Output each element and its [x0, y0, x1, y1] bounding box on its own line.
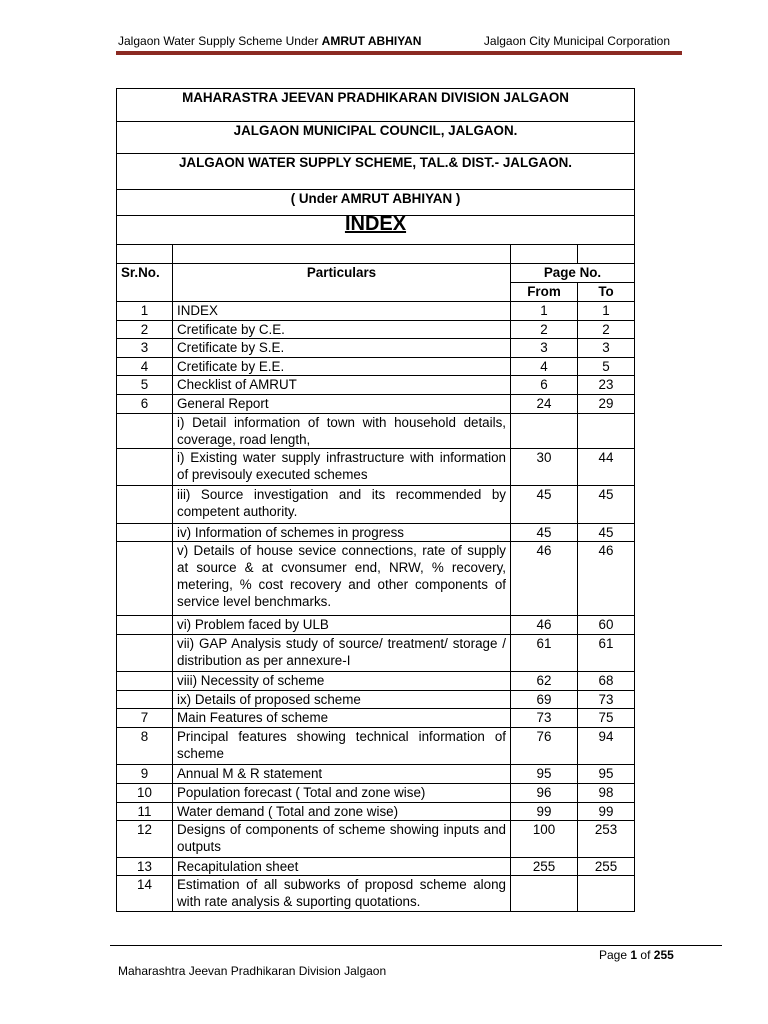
row-srno [117, 616, 173, 635]
row-page-from: 46 [511, 616, 578, 635]
row-page-from: 1 [511, 302, 578, 321]
row-particulars: INDEX [173, 302, 511, 321]
table-row [117, 486, 635, 524]
row-srno: 6 [117, 395, 173, 414]
row-particulars: Checklist of AMRUT [173, 376, 511, 395]
row-particulars: iii) Source investigation and its recommended by competent authority. [173, 486, 511, 524]
col-page-no: Page No. [511, 264, 635, 283]
row-srno: 2 [117, 321, 173, 339]
table-row [117, 691, 635, 709]
header-scheme-title: Jalgaon Water Supply Scheme Under AMRUT ABHIYAN [118, 34, 422, 48]
row-page-from: 69 [511, 691, 578, 709]
title-row [117, 190, 635, 216]
table-row [117, 542, 635, 616]
table-row [117, 765, 635, 784]
row-page-from: 76 [511, 728, 578, 765]
row-srno [117, 486, 173, 524]
row-page-from: 45 [511, 524, 578, 542]
col-from: From [511, 283, 578, 302]
row-srno [117, 414, 173, 449]
title-row [117, 122, 635, 154]
row-page-from: 100 [511, 821, 578, 858]
table-row [117, 376, 635, 395]
table-row [117, 672, 635, 691]
row-particulars: Cretificate by S.E. [173, 339, 511, 358]
row-srno [117, 449, 173, 486]
row-srno [117, 672, 173, 691]
row-page-from: 24 [511, 395, 578, 414]
row-particulars: Estimation of all subworks of proposd scheme along with rate analysis & suporting quotations. [173, 876, 511, 912]
row-page-from: 255 [511, 858, 578, 876]
header-corporation: Jalgaon City Municipal Corporation [483, 34, 670, 48]
row-particulars: viii) Necessity of scheme [173, 672, 511, 691]
row-page-from: 45 [511, 486, 578, 524]
footer-rule [110, 945, 722, 946]
row-page-to: 99 [578, 803, 635, 821]
title-row [117, 89, 635, 122]
row-srno: 13 [117, 858, 173, 876]
table-row [117, 449, 635, 486]
title-water-supply-scheme: JALGAON WATER SUPPLY SCHEME, TAL.& DIST.- JALGAON. [117, 154, 635, 190]
row-page-to: 98 [578, 784, 635, 803]
row-srno: 9 [117, 765, 173, 784]
row-srno: 7 [117, 709, 173, 728]
table-row [117, 414, 635, 449]
row-page-to: 94 [578, 728, 635, 765]
table-row [117, 616, 635, 635]
row-page-from [511, 414, 578, 449]
row-particulars: Annual M & R statement [173, 765, 511, 784]
row-page-from: 30 [511, 449, 578, 486]
row-page-to: 29 [578, 395, 635, 414]
row-particulars: v) Details of house sevice connections, rate of supply at source & at cvonsumer end, NRW, % recovery, metering, % cost recovery and other components of service level benchmarks. [173, 542, 511, 616]
row-page-to: 1 [578, 302, 635, 321]
table-row [117, 709, 635, 728]
index-title: INDEX [117, 216, 635, 245]
table-row [117, 358, 635, 376]
table-row [117, 302, 635, 321]
row-page-to: 95 [578, 765, 635, 784]
col-to: To [578, 283, 635, 302]
table-row [117, 321, 635, 339]
row-particulars: Cretificate by C.E. [173, 321, 511, 339]
row-page-to: 75 [578, 709, 635, 728]
row-page-to: 61 [578, 635, 635, 672]
page-number: Page 1 of 255 [599, 948, 674, 962]
row-page-from: 62 [511, 672, 578, 691]
row-srno [117, 542, 173, 616]
row-page-to: 3 [578, 339, 635, 358]
row-particulars: Recapitulation sheet [173, 858, 511, 876]
row-page-to: 255 [578, 858, 635, 876]
row-srno: 1 [117, 302, 173, 321]
table-row [117, 784, 635, 803]
table-row [117, 395, 635, 414]
row-srno: 3 [117, 339, 173, 358]
row-srno [117, 635, 173, 672]
row-page-to [578, 876, 635, 912]
row-particulars: General Report [173, 395, 511, 414]
row-particulars: Principal features showing technical information of scheme [173, 728, 511, 765]
table-row [117, 635, 635, 672]
row-particulars: Cretificate by E.E. [173, 358, 511, 376]
table-row [117, 728, 635, 765]
row-page-to: 253 [578, 821, 635, 858]
row-particulars: Population forecast ( Total and zone wise) [173, 784, 511, 803]
row-page-from: 73 [511, 709, 578, 728]
row-particulars: Designs of components of scheme showing inputs and outputs [173, 821, 511, 858]
row-page-from: 3 [511, 339, 578, 358]
row-page-to: 2 [578, 321, 635, 339]
row-srno: 11 [117, 803, 173, 821]
row-particulars: ix) Details of proposed scheme [173, 691, 511, 709]
page-header [118, 34, 670, 50]
column-header-row [117, 264, 635, 283]
row-page-to [578, 414, 635, 449]
table-row [117, 876, 635, 912]
header-rule [116, 51, 682, 55]
row-page-to: 44 [578, 449, 635, 486]
title-amrut: ( Under AMRUT ABHIYAN ) [117, 190, 635, 216]
row-particulars: i) Existing water supply infrastructure with information of previsouly executed schemes [173, 449, 511, 486]
row-page-to: 60 [578, 616, 635, 635]
row-particulars: Water demand ( Total and zone wise) [173, 803, 511, 821]
index-table [116, 88, 635, 912]
title-municipal-council: JALGAON MUNICIPAL COUNCIL, JALGAON. [117, 122, 635, 154]
row-page-from: 96 [511, 784, 578, 803]
row-page-to: 45 [578, 486, 635, 524]
table-row [117, 803, 635, 821]
table-row [117, 858, 635, 876]
row-page-from: 6 [511, 376, 578, 395]
footer-organization: Maharashtra Jeevan Pradhikaran Division Jalgaon [118, 964, 387, 978]
table-row [117, 339, 635, 358]
row-srno: 12 [117, 821, 173, 858]
row-page-to: 68 [578, 672, 635, 691]
title-row [117, 154, 635, 190]
row-page-to: 73 [578, 691, 635, 709]
row-srno: 10 [117, 784, 173, 803]
index-title-row [117, 216, 635, 245]
row-srno [117, 524, 173, 542]
row-particulars: vii) GAP Analysis study of source/ treatment/ storage / distribution as per annexure-I [173, 635, 511, 672]
row-particulars: Main Features of scheme [173, 709, 511, 728]
header-scheme-bold: AMRUT ABHIYAN [321, 34, 422, 48]
spacer-row [117, 245, 635, 264]
row-page-from: 4 [511, 358, 578, 376]
row-page-from: 2 [511, 321, 578, 339]
row-page-to: 45 [578, 524, 635, 542]
row-page-to: 23 [578, 376, 635, 395]
row-srno: 4 [117, 358, 173, 376]
row-srno: 14 [117, 876, 173, 912]
row-page-to: 5 [578, 358, 635, 376]
row-srno: 5 [117, 376, 173, 395]
title-mjp-division: MAHARASTRA JEEVAN PRADHIKARAN DIVISION JALGAON [117, 89, 635, 122]
col-particulars: Particulars [173, 264, 511, 302]
row-particulars: i) Detail information of town with household details, coverage, road length, [173, 414, 511, 449]
row-particulars: vi) Problem faced by ULB [173, 616, 511, 635]
row-page-to: 46 [578, 542, 635, 616]
row-page-from [511, 876, 578, 912]
row-page-from: 95 [511, 765, 578, 784]
row-particulars: iv) Information of schemes in progress [173, 524, 511, 542]
row-page-from: 99 [511, 803, 578, 821]
row-srno: 8 [117, 728, 173, 765]
row-page-from: 61 [511, 635, 578, 672]
row-srno [117, 691, 173, 709]
row-page-from: 46 [511, 542, 578, 616]
table-row [117, 821, 635, 858]
col-srno: Sr.No. [117, 264, 173, 302]
table-row [117, 524, 635, 542]
